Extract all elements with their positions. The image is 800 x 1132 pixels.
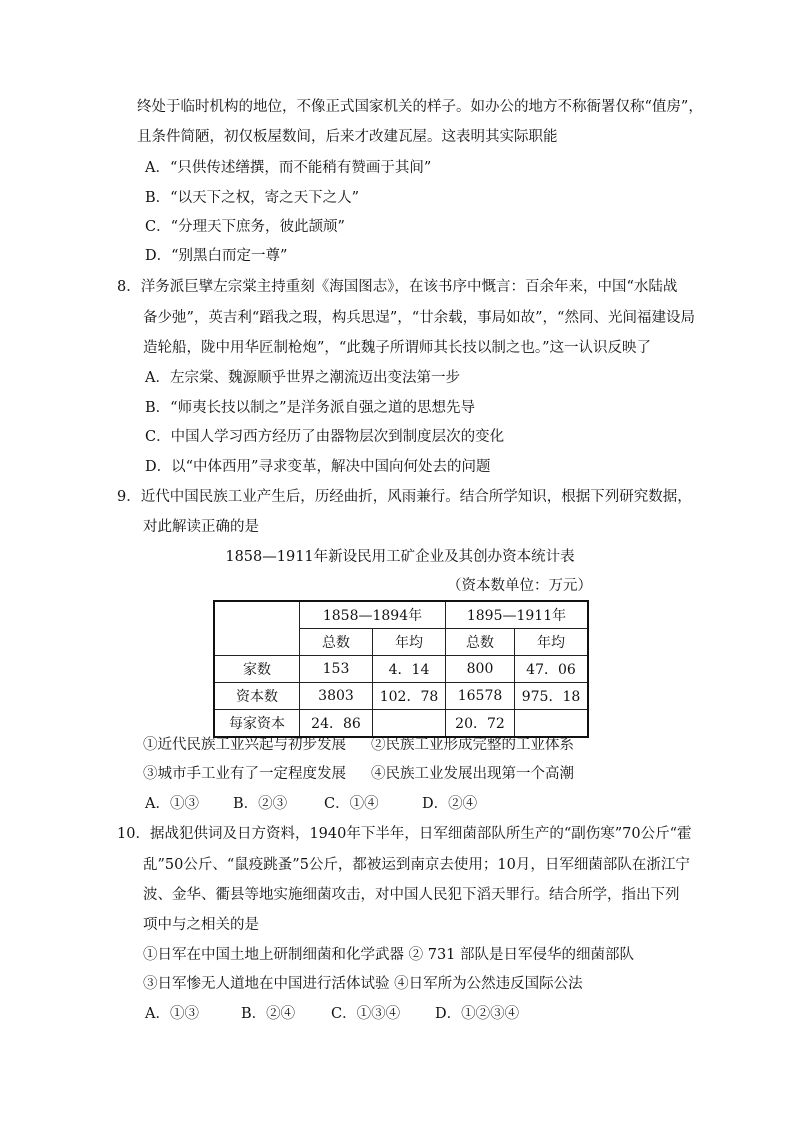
q7-option-c: C．“分理天下庶务，彼此颉颃”: [145, 219, 345, 235]
q8-option-d: D．以“中体西用”寻求变革，解决中国向何处去的问题: [145, 459, 491, 475]
table-cell: 16578: [446, 683, 515, 710]
q9-statement-2: ②民族工业形成完整的工业体系: [371, 737, 574, 753]
q7-text-line-2: 且条件简陋，初仅板屋数间，后来才改建瓦屋。这表明其实际职能: [137, 129, 558, 145]
table-row-label: 家数: [214, 656, 300, 683]
table-subheader: 总数: [300, 629, 373, 656]
q10-text-line-2: 乱”50公斤、“鼠疫跳蚤”5公斤，都被运到南京去使用；10月，日军细菌部队在浙江宁: [143, 857, 690, 873]
q7-option-d: D．“别黑白而定一尊”: [145, 248, 288, 264]
q10-option-a: A．①③: [145, 1006, 199, 1022]
table-subheader: 年均: [515, 629, 589, 656]
q9-option-b: B．②③: [233, 796, 288, 812]
q10-option-c: C．①③④: [331, 1006, 401, 1022]
q9-table-title: 1858—1911年新设民用工矿企业及其创办资本统计表: [225, 549, 575, 565]
q8-text-line-1: 8．洋务派巨擘左宗棠主持重刻《海国图志》，在该书序中慨言：百余年来，中国“水陆战: [117, 279, 678, 295]
q9-option-a: A．①③: [145, 796, 199, 812]
table-cell: 24．86: [300, 710, 373, 738]
table-row-label: 资本数: [214, 683, 300, 710]
q10-statement-line-2: ③日军惨无人道地在中国进行活体试验 ④日军所为公然违反国际公法: [143, 976, 583, 992]
q10-text-line-1: 10．据战犯供词及日方资料，1940年下半年，日军细菌部队所生产的“副伤寒”70公斤“霍: [117, 826, 692, 842]
q9-statement-3: ③城市手工业有了一定程度发展: [143, 766, 346, 782]
table-corner-cell: [214, 601, 300, 656]
q10-option-b: B．②④: [241, 1006, 296, 1022]
q8-option-a: A．左宗棠、魏源顺乎世界之潮流迈出变法第一步: [145, 370, 460, 386]
q8-option-b: B．“师夷长技以制之”是洋务派自强之道的思想先导: [145, 400, 475, 416]
q10-statement-line-1: ①日军在中国土地上研制细菌和化学武器 ② 731 部队是日军侵华的细菌部队: [143, 947, 635, 963]
q9-statistics-table: [213, 600, 589, 738]
q9-option-d: D．②④: [422, 796, 478, 812]
table-row: [214, 683, 588, 710]
table-subheader: 年均: [373, 629, 446, 656]
table-row: [214, 656, 588, 683]
table-row: [214, 710, 588, 738]
table-cell: [373, 710, 446, 738]
q9-option-c: C．①④: [324, 796, 379, 812]
table-subheader: 总数: [446, 629, 515, 656]
table-row-label: 每家资本: [214, 710, 300, 738]
table-cell: 20．72: [446, 710, 515, 738]
q8-text-line-2: 备少弛”，英吉利“蹈我之瑕，构兵思逞”，“廿余载，事局如故”，“然同、光间福建设局: [143, 310, 695, 326]
q7-option-a: A．“只供传述缮撰，而不能稍有赞画于其间”: [145, 160, 432, 176]
table-period-1: 1858—1894年: [300, 601, 446, 629]
q9-unit-note: （资本数单位：万元）: [447, 578, 592, 594]
table-cell: 800: [446, 656, 515, 683]
table-cell: 47．06: [515, 656, 589, 683]
table-cell: 102．78: [373, 683, 446, 710]
q8-option-c: C．中国人学习西方经历了由器物层次到制度层次的变化: [145, 429, 505, 445]
table-cell: 4．14: [373, 656, 446, 683]
q7-option-b: B．“以天下之权，寄之天下之人”: [145, 190, 359, 206]
q9-text-line-1: 9．近代中国民族工业产生后，历经曲折，风雨兼行。结合所学知识，根据下列研究数据，: [117, 489, 692, 505]
q8-text-line-3: 造轮船，陇中用华匠制枪炮”，“此魏子所谓师其长技以制之也。”这一认识反映了: [143, 340, 651, 356]
q10-text-line-4: 项中与之相关的是: [143, 917, 259, 933]
q9-statement-4: ④民族工业发展出现第一个高潮: [371, 766, 574, 782]
table-period-2: 1895—1911年: [446, 601, 589, 629]
table-cell: [515, 710, 589, 738]
table-cell: 153: [300, 656, 373, 683]
q9-statement-1: ①近代民族工业兴起与初步发展: [143, 737, 346, 753]
table-cell: 975．18: [515, 683, 589, 710]
q9-text-line-2: 对此解读正确的是: [143, 519, 259, 535]
q10-text-line-3: 波、金华、衢县等地实施细菌攻击，对中国人民犯下滔天罪行。结合所学，指出下列: [143, 887, 680, 903]
q7-text-line-1: 终处于临时机构的地位，不像正式国家机关的样子。如办公的地方不称衙署仅称“值房”，: [137, 99, 703, 115]
q10-option-d: D．①②③④: [435, 1006, 520, 1022]
table-header-row: [214, 601, 588, 629]
table-cell: 3803: [300, 683, 373, 710]
